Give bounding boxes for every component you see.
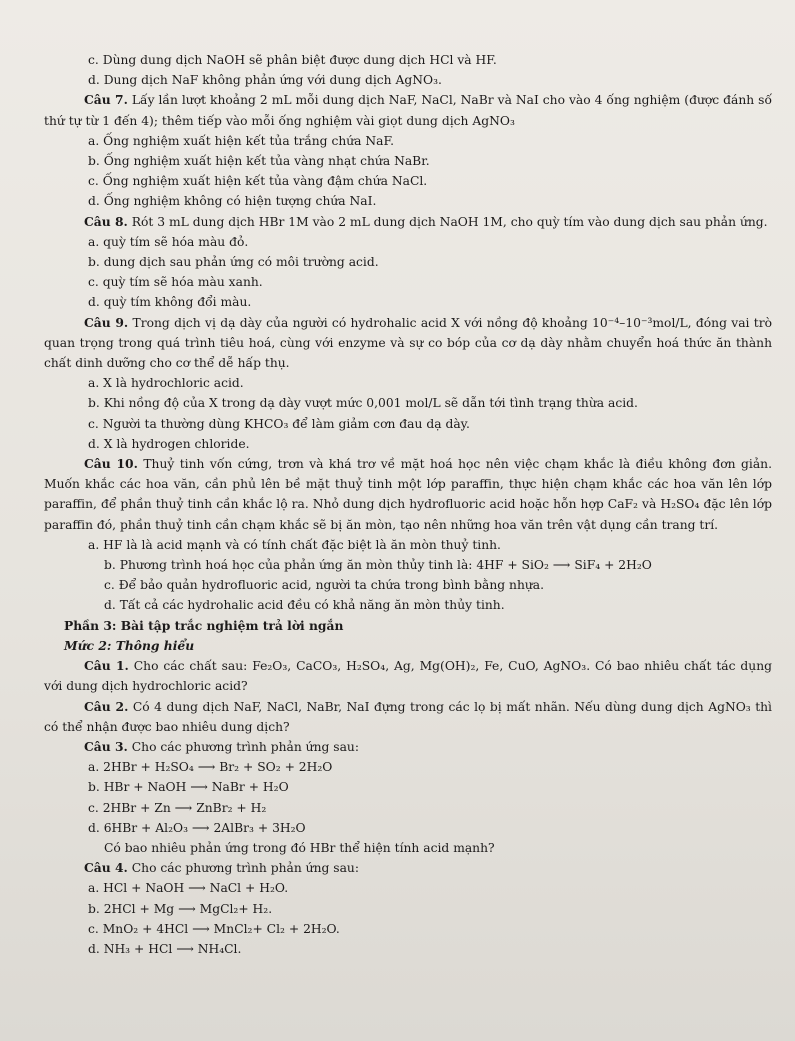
- question-8-label: Câu 8.: [84, 213, 128, 229]
- q7-option-c: c. Ống nghiệm xuất hiện kết tủa vàng đậm chứa NaCl.: [88, 174, 428, 189]
- q9-option-a: a. X là hydrochloric acid.: [88, 376, 244, 391]
- statement-c: c. Dùng dung dịch NaOH sẽ phân biệt được dung dịch HCl và HF.: [88, 53, 497, 67]
- p3-reaction-c: c. 2HBr + Zn ⟶ ZnBr₂ + H₂: [88, 800, 267, 815]
- q8-option-a: a. quỳ tím sẽ hóa màu đỏ.: [88, 234, 249, 249]
- part3-question-2-label: Câu 2.: [84, 698, 129, 714]
- question-10: [40, 454, 780, 535]
- p4-reaction-b: b. 2HCl + Mg ⟶ MgCl₂+ H₂.: [88, 901, 273, 916]
- question-7-label: Câu 7.: [84, 92, 128, 108]
- part3-question-2: [40, 697, 780, 737]
- q9-option-c: c. Người ta thường dùng KHCO₃ để làm giảm cơn đau dạ dày.: [88, 416, 470, 431]
- level-2-title: Mức 2: Thông hiểu: [64, 637, 195, 653]
- q9-option-b: b. Khi nồng độ của X trong dạ dày vượt mức 0,001 mol/L sẽ dẫn tới tình trạng thừa acid.: [88, 396, 638, 411]
- q10-option-b: b. Phương trình hoá học của phản ứng ăn mòn thủy tinh là: 4HF + SiO₂ ⟶ SiF₄ + 2H₂O: [104, 558, 652, 573]
- document-content: [40, 50, 780, 959]
- part3-question-3: [40, 737, 780, 757]
- statement-d: d. Dung dịch NaF không phản ứng với dung dịch AgNO₃.: [88, 73, 442, 88]
- question-9-text: Trong dịch vị dạ dày của người có hydrohalic acid X với nồng độ khoảng 10⁻⁴–10⁻³mol/L, đóng vai trò quan trọng trong quá trình tiêu hoá, cùng với enzyme và sự co bóp của cơ dạ dày nhằm chuyển hoá thức ăn thành chất dinh dưỡng cho cơ thể dễ hấp thụ.: [44, 315, 772, 371]
- question-10-text: Thuỷ tinh vốn cứng, trơn và khá trơ về mặt hoá học nên việc chạm khắc là điều không đơn giản. Muốn khắc các hoa văn, cần phủ lên bề mặt thuỷ tinh một lớp paraffin, thực hiện chạm khắc các hoa văn lên lớp paraffin, để phần thuỷ tinh cần khắc lộ ra. Nhỏ dung dịch hydrofluoric acid hoặc hỗn hợp CaF₂ và H₂SO₄ đặc lên lớp paraffin đó, phần thuỷ tinh cần chạm khắc sẽ bị ăn mòn, tạo nên những hoa văn trên vật dụng cần trang trí.: [44, 457, 772, 532]
- question-10-label: Câu 10.: [84, 456, 138, 472]
- q8-option-d: d. quỳ tím không đổi màu.: [88, 295, 252, 310]
- part3-question-3-text: Cho các phương trình phản ứng sau:: [131, 739, 359, 754]
- p3-question: Có bao nhiêu phản ứng trong đó HBr thể hiện tính acid mạnh?: [104, 840, 495, 855]
- part3-question-4-label: Câu 4.: [84, 860, 128, 876]
- part3-question-2-text: Có 4 dung dịch NaF, NaCl, NaBr, NaI đựng trong các lọ bị mất nhãn. Nếu dùng dung dịch AgNO₃ thì có thể nhận được bao nhiêu dung dịch?: [44, 699, 772, 734]
- p3-reaction-b: b. HBr + NaOH ⟶ NaBr + H₂O: [88, 780, 289, 795]
- p4-reaction-d: d. NH₃ + HCl ⟶ NH₄Cl.: [88, 941, 242, 956]
- q7-option-b: b. Ống nghiệm xuất hiện kết tủa vàng nhạt chứa NaBr.: [88, 154, 430, 169]
- q7-option-d: d. Ống nghiệm không có hiện tượng chứa NaI.: [88, 194, 377, 209]
- question-8: [40, 212, 780, 232]
- p4-reaction-c: c. MnO₂ + 4HCl ⟶ MnCl₂+ Cl₂ + 2H₂O.: [88, 921, 340, 936]
- part3-question-3-label: Câu 3.: [84, 738, 128, 754]
- question-7: [40, 90, 780, 130]
- q10-option-a: a. HF là là acid mạnh và có tính chất đặc biệt là ăn mòn thuỷ tinh.: [88, 537, 501, 552]
- q8-option-b: b. dung dịch sau phản ứng có môi trường acid.: [88, 255, 379, 270]
- part3-question-4-text: Cho các phương trình phản ứng sau:: [131, 861, 359, 876]
- question-9: [40, 313, 780, 374]
- part3-question-1: [40, 656, 780, 696]
- q9-option-d: d. X là hydrogen chloride.: [88, 436, 250, 451]
- part-3-title: Phần 3: Bài tập trắc nghiệm trả lời ngắn: [64, 617, 344, 633]
- question-7-text: Lấy lần lượt khoảng 2 mL mỗi dung dịch NaF, NaCl, NaBr và NaI cho vào 4 ống nghiệm (được đánh số thứ tự từ 1 đến 4); thêm tiếp vào mỗi ống nghiệm vài giọt dung dịch AgNO₃: [44, 93, 772, 128]
- p3-reaction-a: a. 2HBr + H₂SO₄ ⟶ Br₂ + SO₂ + 2H₂O: [88, 760, 333, 775]
- part3-question-1-label: Câu 1.: [84, 658, 129, 674]
- p3-reaction-d: d. 6HBr + Al₂O₃ ⟶ 2AlBr₃ + 3H₂O: [88, 820, 306, 835]
- q10-option-c: c. Để bảo quản hydrofluoric acid, người ta chứa trong bình bằng nhựa.: [104, 578, 545, 593]
- part3-question-1-text: Cho các chất sau: Fe₂O₃, CaCO₃, H₂SO₄, Ag, Mg(OH)₂, Fe, CuO, AgNO₃. Có bao nhiêu chất tác dụng với dung dịch hydrochloric acid?: [44, 659, 772, 694]
- q10-option-d: d. Tất cả các hydrohalic acid đều có khả năng ăn mòn thủy tinh.: [104, 598, 505, 613]
- level-heading: [40, 636, 780, 656]
- p4-reaction-a: a. HCl + NaOH ⟶ NaCl + H₂O.: [88, 881, 289, 896]
- q8-option-c: c. quỳ tím sẽ hóa màu xanh.: [88, 275, 263, 290]
- part3-question-4: [40, 858, 780, 878]
- q7-option-a: a. Ống nghiệm xuất hiện kết tủa trắng chứa NaF.: [88, 133, 395, 148]
- question-9-label: Câu 9.: [84, 314, 129, 330]
- part-3-heading: [40, 616, 780, 636]
- question-8-text: Rót 3 mL dung dịch HBr 1M vào 2 mL dung dịch NaOH 1M, cho quỳ tím vào dung dịch sau phản ứng.: [131, 214, 768, 229]
